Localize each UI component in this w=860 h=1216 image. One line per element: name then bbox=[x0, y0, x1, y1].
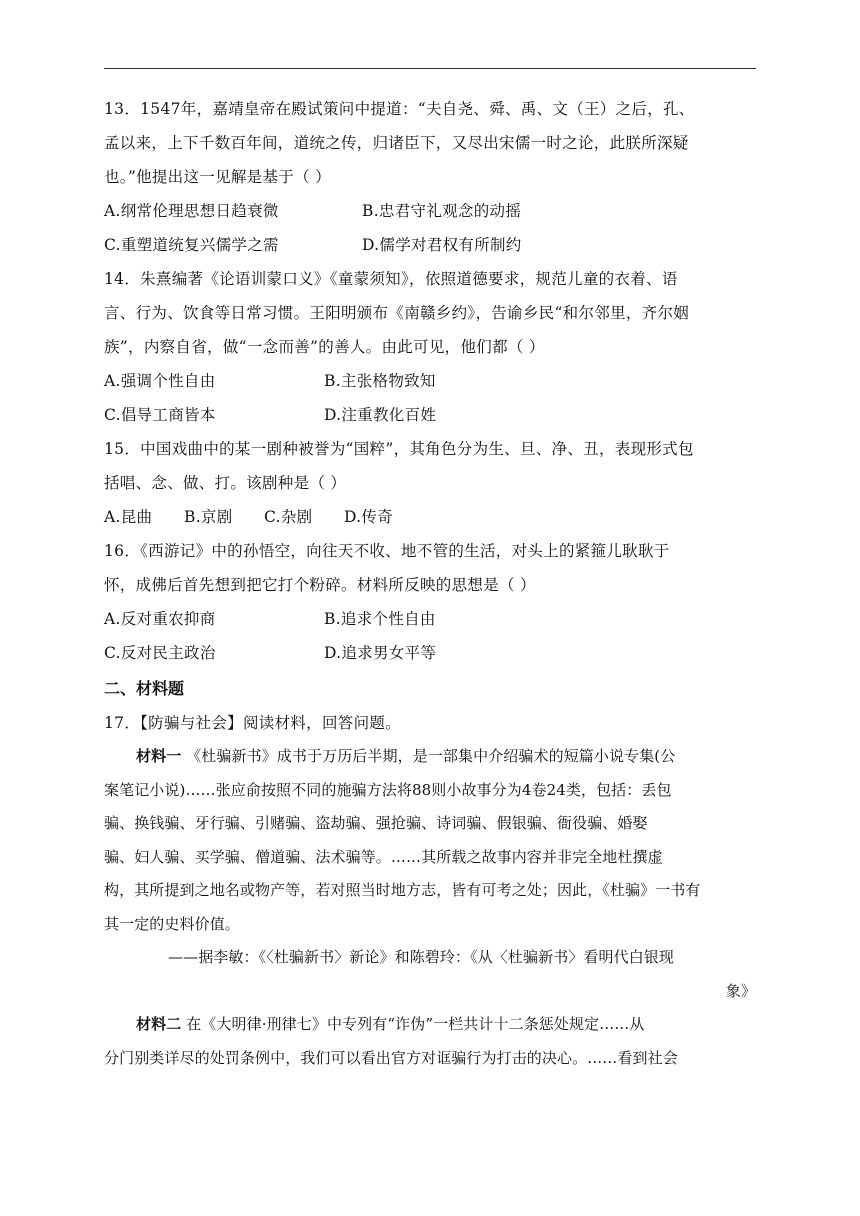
material-text: 《杜骗新书》成书于万历后半期，是一部集中介绍骗术的短篇小说专集(公 bbox=[186, 747, 676, 765]
options-row bbox=[104, 636, 756, 670]
material-text-line: 骗、换钱骗、牙行骗、引赌骗、盗劫骗、强抢骗、诗词骗、假银骗、衙役骗、婚娶 bbox=[104, 814, 648, 832]
question-15 bbox=[104, 432, 756, 534]
option-d: D.儒学对君权有所制约 bbox=[362, 236, 522, 254]
header-rule bbox=[104, 68, 756, 69]
question-intro: 17．【防骗与社会】阅读材料，回答问题。 bbox=[104, 714, 401, 732]
option-a: A.纲常伦理思想日趋衰微 bbox=[104, 202, 279, 220]
option-b: B.主张格物致知 bbox=[324, 372, 436, 390]
material-text-line: 构，其所提到之地名或物产等，若对照当时地方志，皆有可考之处；因此，《杜骗》一书有 bbox=[104, 881, 701, 899]
material-1-first-line bbox=[104, 740, 756, 774]
material-source: ——据李敏：《〈杜骗新书〉新论》和陈碧玲：《从〈杜骗新书〉看明代白银现 bbox=[168, 948, 675, 966]
question-14 bbox=[104, 262, 756, 432]
material-text: 在《大明律·刑律七》中专列有“诈伪”一栏共计十二条惩处规定……从 bbox=[186, 1015, 645, 1033]
question-text-line: 13．1547年，嘉靖皇帝在殿试策问中提道：“夫自尧、舜、禹、文（王）之后，孔、 bbox=[104, 100, 695, 118]
option-c: C.反对民主政治 bbox=[104, 644, 216, 662]
material-text-line: 案笔记小说)……张应俞按照不同的施骗方法将88则小故事分为4卷24类，包括：丢包 bbox=[104, 780, 672, 799]
option-b: B.京剧 bbox=[184, 508, 233, 526]
question-text-line: 14．朱熹编著《论语训蒙口义》《童蒙须知》，依照道德要求，规范儿童的衣着、语 bbox=[104, 270, 678, 288]
option-d: D.追求男女平等 bbox=[324, 644, 437, 662]
option-a: A.强调个性自由 bbox=[104, 372, 216, 390]
material-text-line: 骗、妇人骗、买学骗、僧道骗、法术骗等。……其所载之故事内容并非完全地杜撰虚 bbox=[104, 847, 663, 866]
question-13 bbox=[104, 92, 756, 262]
section-heading: 二、材料题 bbox=[104, 679, 185, 698]
question-text-line: 怀，成佛后首先想到把它打个粉碎。材料所反映的思想是（ ） bbox=[104, 576, 536, 594]
option-a: A.反对重农抑商 bbox=[104, 610, 216, 628]
question-text-line: 也。”他提出这一见解是基于（ ） bbox=[104, 168, 331, 186]
material-label: 材料一 bbox=[136, 747, 182, 765]
question-text-line: 15．中国戏曲中的某一剧种被誉为“国粹”，其角色分为生、旦、净、丑，表现形式包 bbox=[104, 440, 694, 458]
question-text-line: 16．《西游记》中的孙悟空，向往天不收、地不管的生活，对头上的紧箍儿耿耿于 bbox=[104, 542, 670, 560]
option-c: C.倡导工商皆本 bbox=[104, 406, 216, 424]
material-text-line: 分门别类详尽的处罚条例中，我们可以看出官方对诓骗行为打击的决心。……看到社会 bbox=[104, 1048, 678, 1067]
material-source-end: 象》 bbox=[725, 981, 756, 1000]
material-text-line: 其一定的史料价值。 bbox=[104, 914, 240, 933]
option-d: D.传奇 bbox=[344, 508, 394, 526]
question-text-line: 言、行为、饮食等日常习惯。王阳明颁布《南赣乡约》，告谕乡民“和尔邻里，齐尔姻 bbox=[104, 304, 690, 322]
options-row bbox=[104, 398, 756, 432]
question-text-line: 孟以来，上下千数百年间，道统之传，归诸臣下，又尽出宋儒一时之论，此朕所深疑 bbox=[104, 134, 689, 152]
question-17 bbox=[104, 706, 756, 1075]
question-text-line: 族”，内察自省，做“一念而善”的善人。由此可见，他们都（ ） bbox=[104, 338, 545, 356]
exam-page bbox=[104, 92, 756, 1075]
option-c: C.重塑道统复兴儒学之需 bbox=[104, 236, 279, 254]
option-c: C.杂剧 bbox=[264, 508, 313, 526]
options-row bbox=[104, 364, 756, 398]
options-row bbox=[104, 228, 756, 262]
options-row bbox=[104, 500, 756, 534]
question-text-line: 括唱、念、做、打。该剧种是（ ） bbox=[104, 474, 347, 492]
option-b: B.忠君守礼观念的动摇 bbox=[362, 202, 522, 220]
option-a: A.昆曲 bbox=[104, 508, 153, 526]
question-16 bbox=[104, 534, 756, 670]
option-d: D.注重教化百姓 bbox=[324, 406, 437, 424]
material-2-first-line bbox=[104, 1008, 756, 1042]
options-row bbox=[104, 194, 756, 228]
material-label: 材料二 bbox=[136, 1015, 182, 1033]
option-b: B.追求个性自由 bbox=[324, 610, 436, 628]
options-row bbox=[104, 602, 756, 636]
